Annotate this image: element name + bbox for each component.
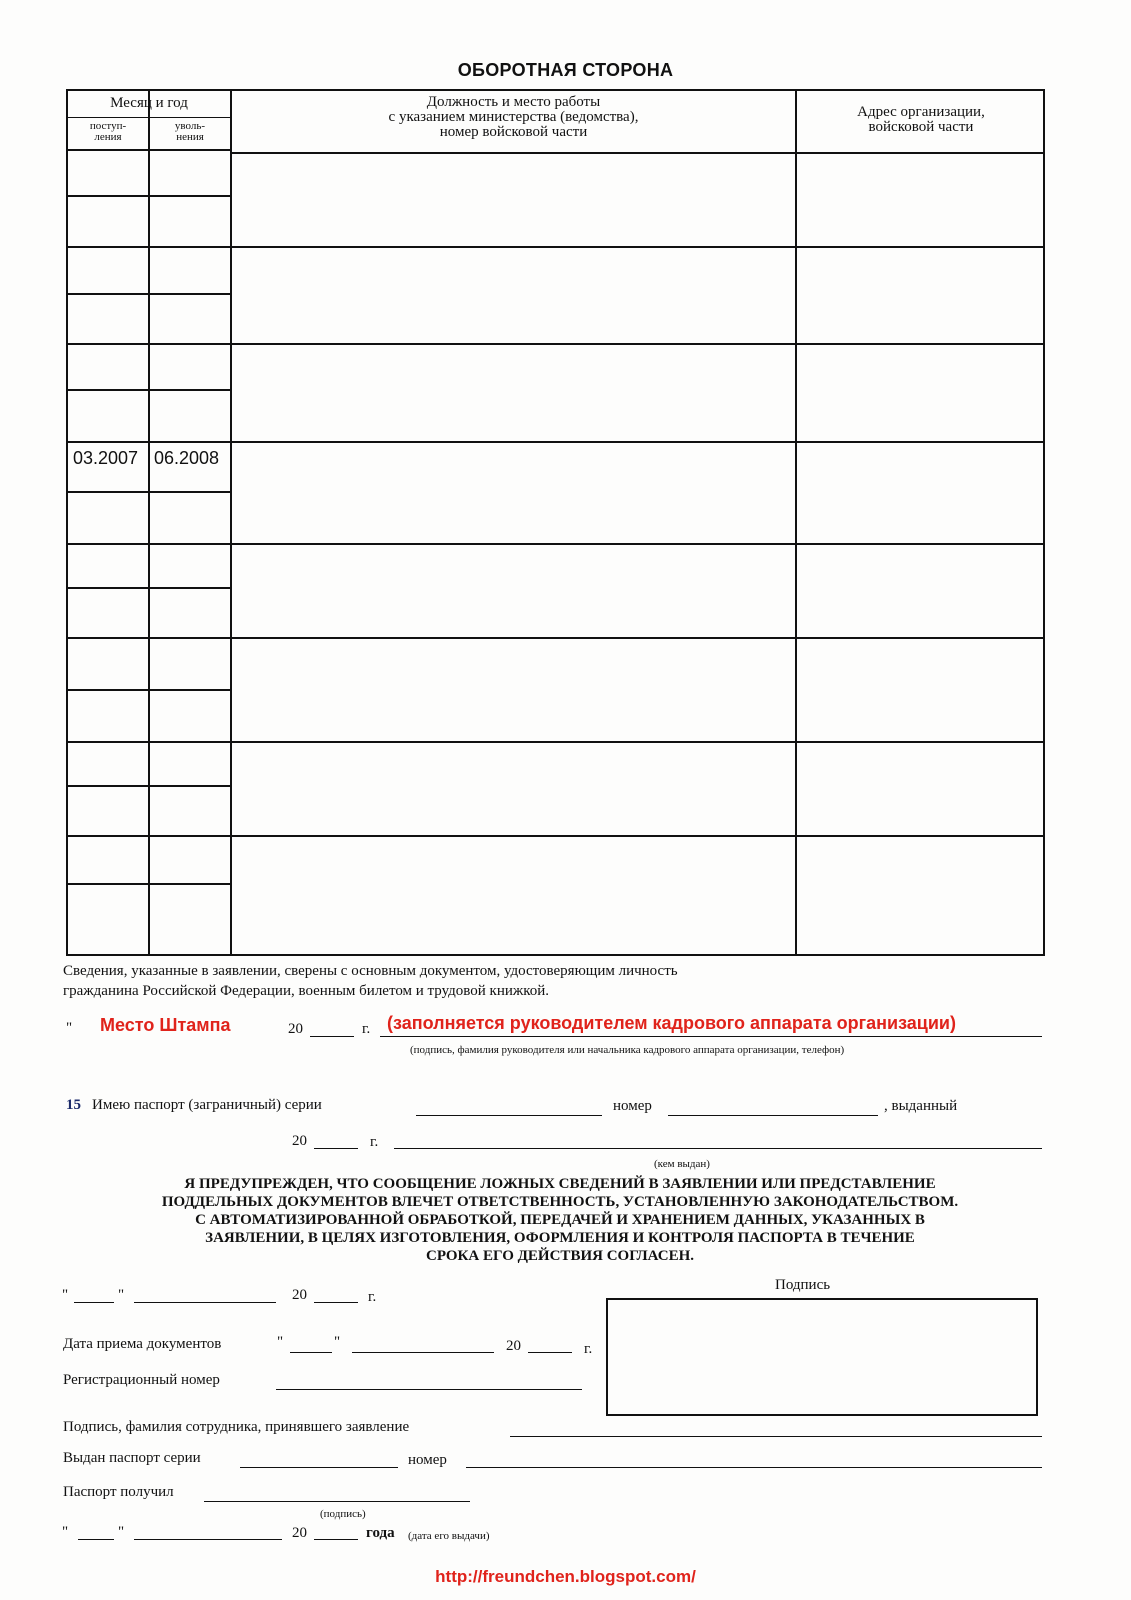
issue-day-field[interactable] bbox=[78, 1539, 114, 1540]
row-4-dismissal: 06.2008 bbox=[154, 448, 220, 468]
header-dismissal: уволь- нения bbox=[174, 120, 206, 143]
passport-received-label: Паспорт получил bbox=[63, 1484, 174, 1500]
header-position-2: с указанием министерства (ведомства), bbox=[388, 109, 639, 125]
issue-month-field[interactable] bbox=[134, 1539, 282, 1540]
issue-date-hint: (дата его выдачи) bbox=[408, 1530, 490, 1542]
passport-year-suffix: г. bbox=[370, 1134, 379, 1150]
issued-series-field[interactable] bbox=[240, 1467, 398, 1468]
header-position-3: номер войсковой части bbox=[439, 124, 588, 140]
reception-day-field[interactable] bbox=[290, 1352, 332, 1353]
sig-quote-open: " bbox=[62, 1287, 69, 1303]
filled-by-note: (заполняется руководителем кадрового аппарата организации) bbox=[387, 1013, 956, 1033]
footer-url[interactable]: http://freundchen.blogspot.com/ bbox=[435, 1567, 696, 1586]
reception-quote-open: " bbox=[277, 1334, 284, 1350]
manager-signature-line[interactable] bbox=[380, 1036, 1042, 1037]
passport-year-prefix: 20 bbox=[292, 1133, 307, 1149]
warning-line-3: С АВТОМАТИЗИРОВАННОЙ ОБРАБОТКОЙ, ПЕРЕДАЧЕЙ И ХРАНЕНИЕМ ДАННЫХ, УКАЗАННЫХ В bbox=[195, 1212, 925, 1228]
verification-line-1: Сведения, указанные в заявлении, сверены с основным документом, удостоверяющим личность bbox=[63, 963, 678, 979]
passport-issued-label: , выданный bbox=[884, 1098, 958, 1114]
issue-quote-close: " bbox=[118, 1524, 125, 1540]
reg-number-label: Регистрационный номер bbox=[63, 1372, 220, 1388]
header-address-2: войсковой части bbox=[868, 119, 974, 135]
employee-signature-label: Подпись, фамилия сотрудника, принявшего заявление bbox=[63, 1419, 410, 1435]
passport-number-label: номер bbox=[613, 1098, 652, 1114]
issue-quote-open: " bbox=[62, 1524, 69, 1540]
year-prefix: 20 bbox=[288, 1021, 303, 1037]
quote-mark: " bbox=[66, 1020, 73, 1036]
warning-line-2: ПОДДЕЛЬНЫХ ДОКУМЕНТОВ ВЛЕЧЕТ ОТВЕТСТВЕННОСТЬ, УСТАНОВЛЕННУЮ ЗАКОНОДАТЕЛЬСТВОМ. bbox=[161, 1194, 959, 1210]
reception-year-field[interactable] bbox=[528, 1352, 572, 1353]
passport-year-field[interactable] bbox=[314, 1148, 358, 1149]
received-signature-hint: (подпись) bbox=[320, 1508, 366, 1520]
manager-signature-hint: (подпись, фамилия руководителя или начальника кадрового аппарата организации, телефон) bbox=[410, 1044, 845, 1056]
sig-quote-close: " bbox=[118, 1287, 125, 1303]
issue-year-suffix: года bbox=[366, 1525, 395, 1541]
issue-year-prefix: 20 bbox=[292, 1525, 307, 1541]
warning-line-5: СРОКА ЕГО ДЕЙСТВИЯ СОГЛАСЕН. bbox=[425, 1248, 694, 1264]
sig-day-field[interactable] bbox=[74, 1302, 114, 1303]
header-position-1: Должность и место работы bbox=[426, 94, 601, 110]
signature-box[interactable] bbox=[606, 1298, 1038, 1416]
passport-series-field[interactable] bbox=[416, 1115, 602, 1116]
item-number: 15 bbox=[66, 1097, 81, 1113]
sig-year-prefix: 20 bbox=[292, 1287, 307, 1303]
reception-year-suffix: г. bbox=[584, 1341, 593, 1357]
sig-year-suffix: г. bbox=[368, 1289, 377, 1305]
employee-signature-field[interactable] bbox=[510, 1436, 1042, 1437]
page-title: ОБОРОТНАЯ СТОРОНА bbox=[457, 60, 674, 80]
header-month-year: Месяц и год bbox=[110, 95, 188, 111]
passport-issuer-hint: (кем выдан) bbox=[654, 1158, 710, 1170]
warning-line-4: ЗАЯВЛЕНИИ, В ЦЕЛЯХ ИЗГОТОВЛЕНИЯ, ОФОРМЛЕНИЯ И КОНТРОЛЯ ПАСПОРТА В ТЕЧЕНИЕ bbox=[205, 1230, 915, 1246]
issue-year-field[interactable] bbox=[314, 1539, 358, 1540]
verification-line-2: гражданина Российской Федерации, военным билетом и трудовой книжкой. bbox=[63, 983, 550, 999]
reception-month-field[interactable] bbox=[352, 1352, 494, 1353]
passport-received-field[interactable] bbox=[204, 1501, 470, 1502]
issued-series-label: Выдан паспорт серии bbox=[63, 1450, 201, 1466]
reception-year-prefix: 20 bbox=[506, 1338, 521, 1354]
year-line[interactable] bbox=[310, 1036, 354, 1037]
year-suffix: г. bbox=[362, 1021, 371, 1037]
issued-number-field[interactable] bbox=[466, 1467, 1042, 1468]
sig-month-field[interactable] bbox=[134, 1302, 276, 1303]
reception-quote-close: " bbox=[334, 1334, 341, 1350]
header-address-1: Адрес организации, bbox=[857, 104, 985, 120]
sig-year-field[interactable] bbox=[314, 1302, 358, 1303]
header-admission: поступ- ления bbox=[89, 120, 127, 143]
passport-number-field[interactable] bbox=[668, 1115, 878, 1116]
reg-number-field[interactable] bbox=[276, 1389, 582, 1390]
reception-date-label: Дата приема документов bbox=[63, 1336, 222, 1352]
warning-line-1: Я ПРЕДУПРЕЖДЕН, ЧТО СООБЩЕНИЕ ЛОЖНЫХ СВЕДЕНИЙ В ЗАЯВЛЕНИИ ИЛИ ПРЕДСТАВЛЕНИЕ bbox=[184, 1176, 936, 1192]
employment-table bbox=[66, 89, 1045, 956]
issued-number-label: номер bbox=[408, 1452, 447, 1468]
row-4-admission: 03.2007 bbox=[73, 448, 139, 468]
signature-label: Подпись bbox=[775, 1277, 831, 1293]
passport-issuer-field[interactable] bbox=[394, 1148, 1042, 1149]
stamp-place-label: Место Штампа bbox=[100, 1015, 231, 1035]
foreign-passport-label: Имею паспорт (заграничный) серии bbox=[92, 1097, 322, 1113]
